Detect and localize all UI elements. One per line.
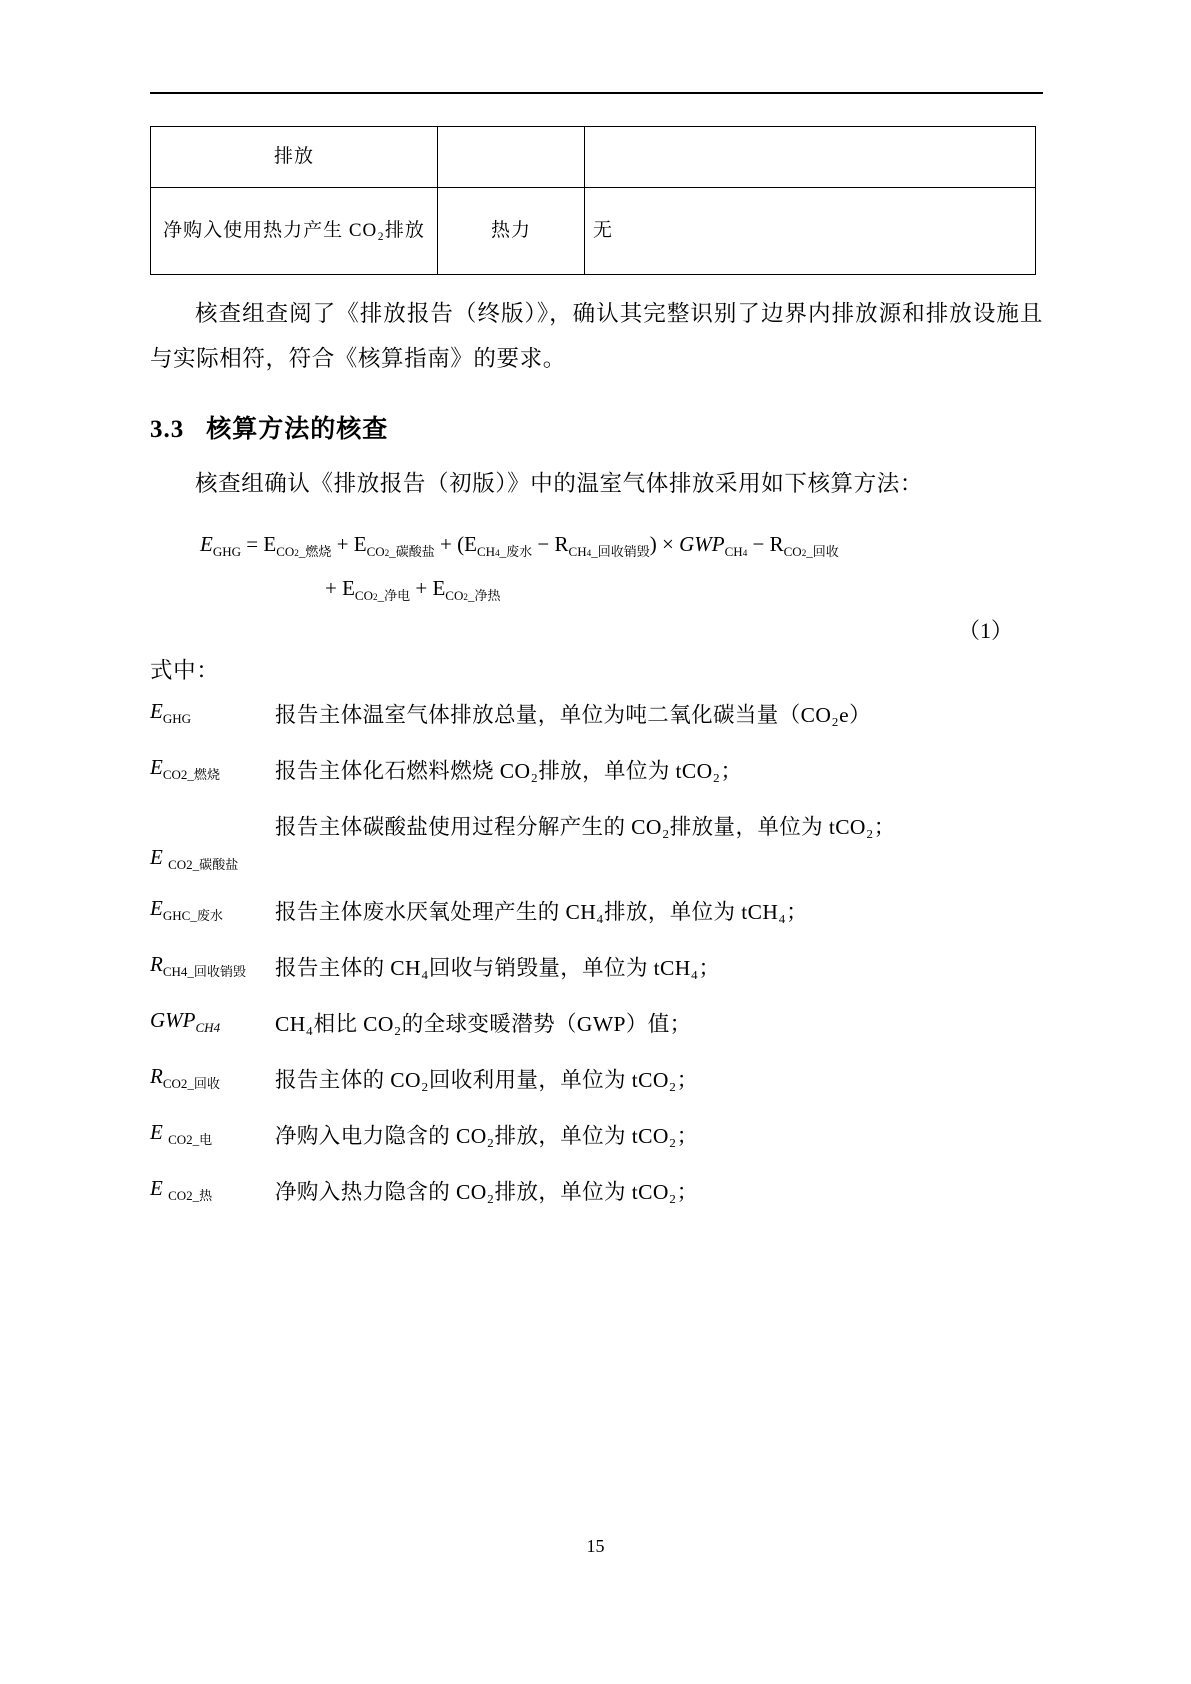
table-cell-type: 热力	[438, 188, 585, 275]
table-cell-note	[585, 127, 1036, 188]
formula-line-2: + $E_{CO2\_净电} + E_{CO2\_净热}$	[325, 576, 501, 604]
emission-source-table	[150, 126, 1036, 275]
definition-text: CH₄相比 CO₂的全球变暖潜势（GWP）值；	[275, 1011, 692, 1036]
page-number: 15	[586, 1536, 605, 1556]
definition-list	[150, 697, 1043, 1209]
definition-symbol: E $_{CO2\_碳酸盐}$	[150, 845, 239, 873]
definition-text: 报告主体碳酸盐使用过程分解产生的 CO₂排放量，单位为 tCO₂；	[275, 815, 896, 840]
definition-symbol: E $_{CO2\_热}$	[150, 1175, 213, 1203]
definition-text: 净购入电力隐含的 CO₂排放，单位为 tCO₂；	[275, 1123, 699, 1148]
table-cell-source: 净购入使用热力产生 CO₂排放	[151, 188, 438, 275]
table-row	[151, 127, 1036, 188]
definition-text: 报告主体的 CO₂回收利用量，单位为 tCO₂；	[275, 1067, 699, 1092]
table-row	[151, 188, 1036, 275]
formula-block	[150, 532, 1043, 645]
page-content	[150, 126, 1043, 1230]
table-cell-type	[438, 127, 585, 188]
definition-row	[150, 809, 1043, 873]
definition-symbol: $R_{CH4\_回收销毁}$	[150, 951, 246, 979]
definition-symbol: $R_{CO2\_回收}$	[150, 1063, 220, 1091]
definition-row	[150, 1118, 1043, 1154]
where-label: 式中：	[150, 658, 220, 684]
definition-symbol: E $_{CO2\_电}$	[150, 1119, 213, 1147]
section-title: 核算方法的核查	[206, 415, 389, 443]
section-heading	[150, 409, 1043, 445]
definition-text: 报告主体的 CH₄回收与销毁量，单位为 tCH₄；	[275, 955, 721, 980]
definition-row	[150, 1174, 1043, 1210]
paragraph-method-intro: 核查组确认《排放报告（初版）》中的温室气体排放采用如下核算方法：	[195, 471, 923, 496]
definition-text: 净购入热力隐含的 CO₂排放，单位为 tCO₂；	[275, 1179, 699, 1204]
formula-number: （1）	[957, 618, 1013, 644]
definition-symbol: $E_{GHC\_废水}$	[150, 895, 223, 923]
section-number: 3.3	[150, 416, 185, 443]
definition-row	[150, 894, 1043, 930]
table-cell-source: 排放	[151, 127, 438, 188]
definition-row	[150, 1006, 1043, 1042]
definition-symbol: $GWP_{CH4}$	[150, 1007, 221, 1035]
definition-row	[150, 1062, 1043, 1098]
definition-symbol: $E_{GHG}$	[150, 699, 192, 727]
definition-text: 报告主体温室气体排放总量，单位为吨二氧化碳当量（CO₂e）	[275, 703, 872, 728]
table-cell-note: 无	[585, 188, 1036, 275]
definition-text: 报告主体废水厌氧处理产生的 CH₄排放，单位为 tCH₄；	[275, 899, 809, 924]
header-rule	[150, 92, 1043, 94]
definition-row	[150, 950, 1043, 986]
definition-row	[150, 753, 1043, 789]
formula-line-1: $E_{GHG} = E_{CO2\_燃烧} + E_{CO2\_碳酸盐} + (E_{CH4\_废水} - R_{CH4\_回收销毁}) \times GWP_{CH4} - R_{CO2\_回收}$	[200, 532, 839, 560]
definition-row	[150, 697, 1043, 733]
definition-symbol: $E_{CO2\_燃烧}$	[150, 755, 220, 783]
definition-text: 报告主体化石燃料燃烧 CO₂排放，单位为 tCO₂；	[275, 759, 743, 784]
paragraph-verification-summary: 核查组查阅了《排放报告（终版）》，确认其完整识别了边界内排放源和排放设施且与实际相符，符合《核算指南》的要求。	[150, 301, 1043, 371]
